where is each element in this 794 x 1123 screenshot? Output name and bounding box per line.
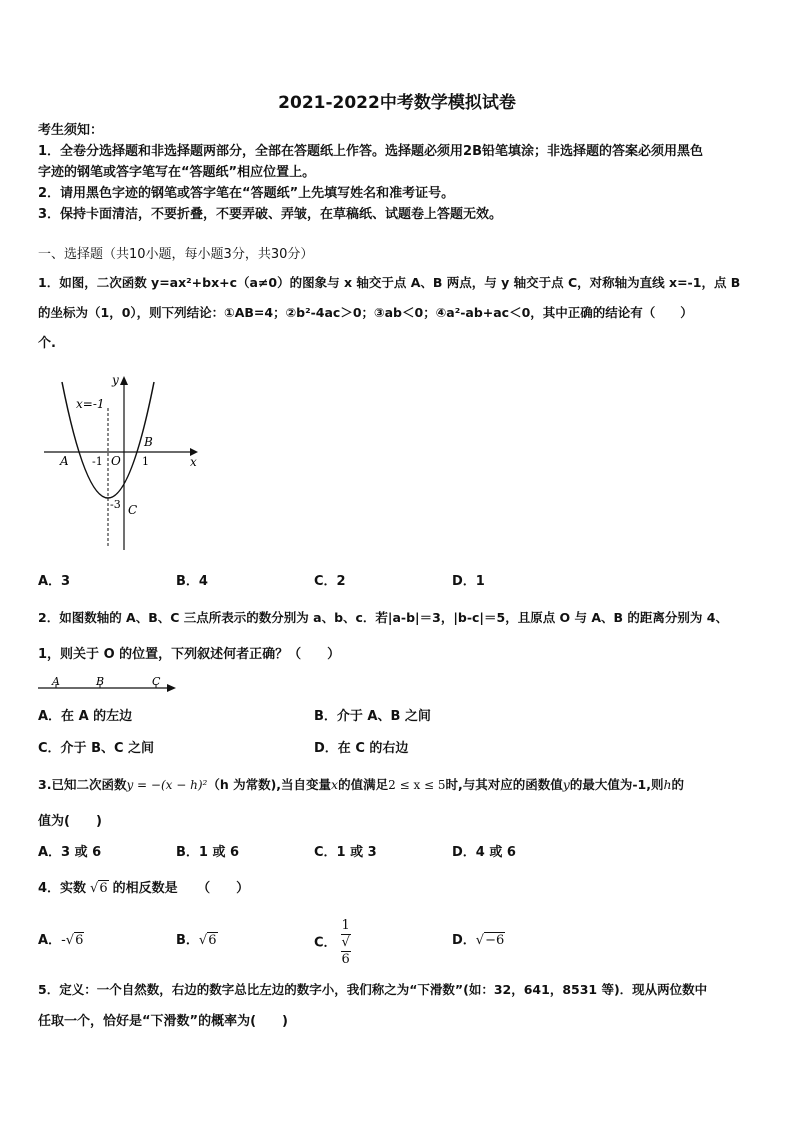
q4-part-2: 的相反数是 （ ） [112,881,250,896]
q3-line-1 [38,776,684,794]
q2-line-1: 2．如图数轴的 A、B、C 三点所表示的数分别为 a、b、c．若|a-b|＝3，|b-c|＝5，且原点 O 与 A、B 的距离分别为 4、 [38,610,728,625]
q3-option-b: B．1 或 6 [176,845,240,860]
q5-line-2: 任取一个，恰好是“下滑数”的概率为( ) [38,1014,288,1029]
tick-label-1: 1 [142,455,149,468]
q1-line-1: 1．如图，二次函数 y=ax²+bx+c（a≠0）的图象与 x 轴交于点 A、B 两点，与 y 轴交于点 C，对称轴为直线 x=-1，点 B [38,275,741,290]
q1-line-2: 的坐标为（1，0），则下列结论：①AB=4；②b²-4ac＞0；③ab＜0；④a²-ab+ac＜0，其中正确的结论有（ ） [38,305,693,320]
q3-var-y: y [562,777,570,792]
q2-option-d: D．在 C 的右边 [314,741,409,756]
q3-option-a: A．3 或 6 [38,845,102,860]
q4-option-c-fraction: 1 √ 6 [341,918,350,967]
q2-option-a: A．在 A 的左边 [38,709,133,724]
q3-part-6: 的 [671,777,685,792]
q4-option-a: A．-√6 [38,933,84,948]
q1-option-a: A．3 [38,574,71,589]
notice-line-4: 3．保持卡面清洁，不要折叠，不要弄破、弄皱，在草稿纸、试题卷上答题无效。 [38,207,503,222]
number-line-arrow [167,684,176,692]
q5-line-1: 5．定义：一个自然数，右边的数字总比左边的数字小，我们称之为“下滑数”(如：32，641，8531 等)．现从两位数中 [38,982,708,997]
y-axis-arrow [120,376,128,385]
numline-label-c: C [152,675,161,688]
tick-label-neg1: -1 [92,455,103,468]
notice-line-3: 2．请用黑色字迹的钢笔或答字笔在“答题纸”上先填写姓名和准考证号。 [38,186,455,201]
q3-range: 2 ≤ x ≤ 5 [388,778,446,792]
q4-option-d: D．√−6 [452,933,505,948]
notice-line-2: 字迹的钢笔或答字笔写在“答题纸”相应位置上。 [38,165,316,180]
q3-part-1: 3.已知二次函数 [38,777,127,792]
q3-part-4: 时,与其对应的函数值 [445,777,563,792]
point-c-label: C [128,503,138,517]
point-b-label: B [144,435,153,449]
q3-var-x: x [331,777,339,792]
q4-option-d-sqrt: √−6 [475,933,505,948]
q3-part-3: 的值满足 [338,777,389,792]
q1-line-3: 个. [38,336,56,351]
x-axis-label: x [190,455,197,469]
q3-line-2: 值为( ) [38,814,102,829]
symmetry-label: x=-1 [76,397,105,411]
q3-option-d: D．4 或 6 [452,845,516,860]
origin-label: O [111,454,121,468]
numline-label-a: A [52,675,60,688]
q3-var-h: h [663,777,672,792]
q2-line-2: 1，则关于 O 的位置，下列叙述何者正确？（ ） [38,647,341,662]
q3-part-2: （h 为常数),当自变量 [207,777,332,792]
section-heading: 一、选择题（共10小题，每小题3分，共30分） [38,247,314,262]
q4-option-c: C． 1 √ 6 [314,918,350,967]
q4-part-1: 4．实数 [38,881,87,896]
notice-line-1: 1．全卷分选择题和非选择题两部分，全部在答题纸上作答。选择题必须用2B铅笔填涂；非选择题的答案必须用黑色 [38,144,704,159]
q4-sqrt6: √6 [90,881,108,896]
q3-function: y = −(x − h)² [126,778,208,792]
q2-option-c: C．介于 B、C 之间 [38,741,155,756]
q3-part-5: 的最大值为-1,则 [569,777,664,792]
q4-option-b-sqrt: √6 [198,933,217,948]
q1-option-c: C．2 [314,574,346,589]
q1-option-b: B．4 [176,574,208,589]
tick-label-neg3: -3 [110,498,121,511]
parabola-graph [40,368,210,554]
q4-line-1 [38,880,249,897]
notice-heading: 考生须知： [38,123,104,138]
q3-option-c: C．1 或 3 [314,845,377,860]
number-line [36,674,180,696]
q2-option-b: B．介于 A、B 之间 [314,709,431,724]
y-axis-label: y [112,373,119,387]
q1-option-d: D．1 [452,574,485,589]
point-a-label: A [60,454,69,468]
numline-label-b: B [96,675,105,688]
q4-option-b: B．√6 [176,933,217,948]
q4-option-a-sqrt: √6 [65,933,84,948]
page-title: 2021-2022中考数学模拟试卷 [278,93,516,113]
